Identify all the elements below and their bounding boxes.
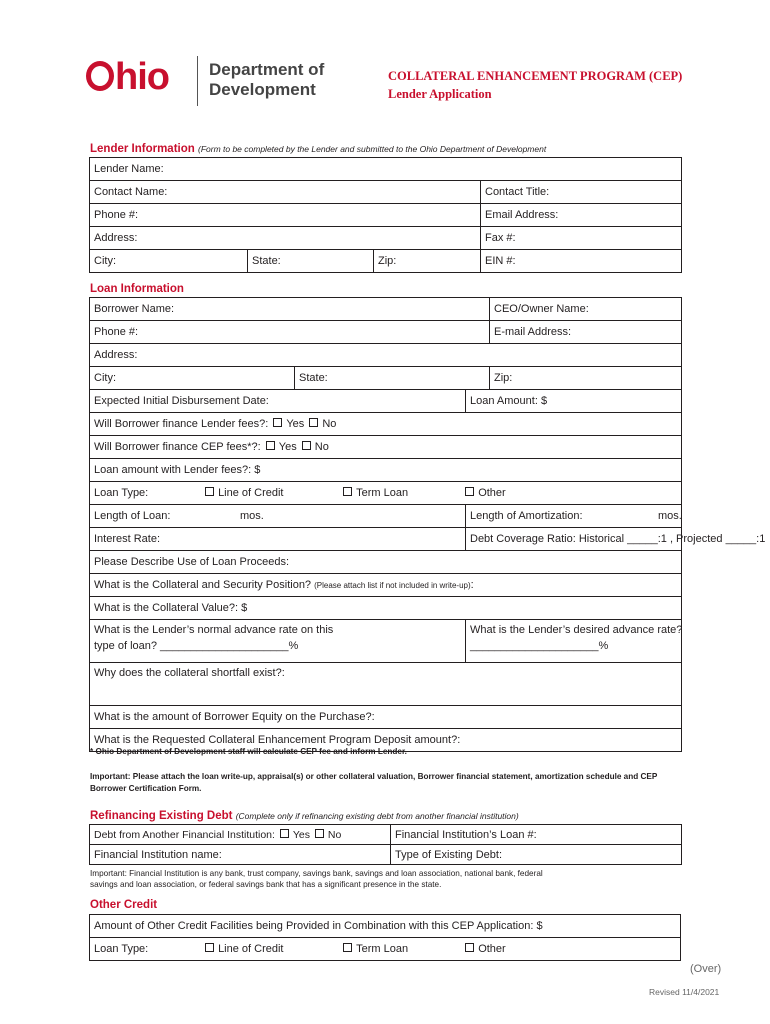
lender-fees-no-checkbox[interactable]	[309, 418, 318, 427]
borrower-address-field[interactable]: Address:	[90, 344, 682, 367]
yes-label: Yes	[286, 418, 305, 430]
cep-fees-no-checkbox[interactable]	[302, 441, 311, 450]
other-credit-loan-type-row	[90, 938, 681, 961]
no-label: No	[314, 441, 329, 453]
interest-rate-field[interactable]: Interest Rate:	[90, 528, 466, 551]
debt-from-other-institution-row	[90, 825, 391, 845]
use-of-proceeds-field[interactable]: Please Describe Use of Loan Proceeds:	[90, 551, 682, 574]
over-label: (Over)	[690, 963, 722, 975]
mos-label: mos.	[658, 510, 682, 522]
contact-name-field[interactable]: Contact Name:	[90, 181, 481, 204]
other-credit-section-heading	[90, 899, 157, 911]
collateral-note: (Please attach list if not included in write-up)	[314, 581, 471, 590]
important-note-line-1: Important: Please attach the loan write-up, appraisal(s) or other collateral valuation, Borrower financial statement, amortization schedule and CEP	[90, 772, 658, 781]
yes-label: Yes	[278, 441, 297, 453]
lender-email-field[interactable]: Email Address:	[481, 204, 682, 227]
borrower-city-field[interactable]: City:	[90, 367, 295, 390]
lender-ein-field[interactable]: EIN #:	[481, 250, 682, 273]
collateral-shortfall-field[interactable]: Why does the collateral shortfall exist?:	[90, 663, 682, 706]
lender-state-field[interactable]: State:	[248, 250, 374, 273]
other-credit-amount-field[interactable]: Amount of Other Credit Facilities being Provided in Combination with this CEP Application: $	[90, 915, 681, 938]
desired-question-line-1: What is the Lender’s desired advance rate?	[470, 624, 683, 636]
logo-word: hio	[115, 56, 169, 98]
fi-loan-number-field[interactable]: Financial Institution’s Loan #:	[391, 825, 682, 845]
desired-question-line-2: _____________________%	[470, 640, 609, 652]
length-of-loan-field[interactable]	[90, 505, 466, 528]
refinance-heading-note: (Complete only if refinancing existing debt from another financial institution)	[235, 811, 519, 821]
other-credit-table	[89, 914, 681, 961]
lender-fees-question: Will Borrower finance Lender fees?:	[94, 418, 269, 430]
revised-date: Revised 11/4/2021	[649, 987, 720, 997]
line-of-credit-label: Line of Credit	[218, 943, 284, 955]
line-of-credit-checkbox[interactable]	[205, 487, 214, 496]
lender-phone-field[interactable]: Phone #:	[90, 204, 481, 227]
financial-institution-note	[90, 868, 690, 890]
lender-zip-field[interactable]: Zip:	[374, 250, 481, 273]
lender-name-field[interactable]: Lender Name:	[90, 158, 682, 181]
collateral-colon: :	[470, 579, 474, 591]
term-loan-checkbox[interactable]	[343, 487, 352, 496]
refinance-section-heading	[90, 810, 519, 822]
cep-fees-yes-checkbox[interactable]	[266, 441, 275, 450]
amortization-field[interactable]	[466, 505, 682, 528]
important-attachments-note	[90, 771, 690, 795]
collateral-value-field[interactable]: What is the Collateral Value?: $	[90, 597, 682, 620]
disbursement-date-field[interactable]: Expected Initial Disbursement Date:	[90, 390, 466, 413]
term-loan-label: Term Loan	[356, 487, 409, 499]
no-label: No	[327, 828, 342, 841]
department-name	[209, 60, 324, 100]
borrower-name-field[interactable]: Borrower Name:	[90, 298, 490, 321]
cep-fees-question: Will Borrower finance CEP fees*?:	[94, 441, 261, 453]
existing-debt-type-field[interactable]: Type of Existing Debt:	[391, 845, 682, 865]
fi-note-line-1: Important: Financial Institution is any bank, trust company, savings bank, savings and loan association, national bank, federal	[90, 869, 543, 878]
fi-note-line-2: savings and loan association, or federal savings bank that has a significant presence in the state.	[90, 880, 442, 889]
term-loan-label: Term Loan	[356, 943, 409, 955]
other-credit-heading-text: Other Credit	[90, 899, 158, 911]
logo-o-mark	[86, 61, 114, 91]
borrower-equity-field[interactable]: What is the amount of Borrower Equity on the Purchase?:	[90, 706, 682, 729]
title-line-1: COLLATERAL ENHANCEMENT PROGRAM (CEP)	[388, 69, 683, 83]
other-loan-type-checkbox[interactable]	[465, 487, 474, 496]
other-line-of-credit-checkbox[interactable]	[205, 943, 214, 952]
yes-label: Yes	[292, 828, 310, 841]
loan-info-table	[89, 297, 766, 752]
debt-question: Debt from Another Financial Institution:	[94, 828, 275, 841]
refinance-table	[89, 824, 682, 865]
dept-line-1: Department of	[209, 60, 325, 79]
dept-line-2: Development	[209, 80, 316, 99]
loan-type-row	[90, 482, 682, 505]
fi-name-field[interactable]: Financial Institution name:	[90, 845, 391, 865]
finance-lender-fees-row	[90, 413, 682, 436]
mos-label: mos.	[240, 510, 264, 522]
collateral-question: What is the Collateral and Security Position?	[94, 579, 312, 591]
borrower-state-field[interactable]: State:	[295, 367, 490, 390]
other-term-loan-checkbox[interactable]	[343, 943, 352, 952]
loan-type-label: Loan Type:	[94, 943, 149, 955]
loan-section-heading	[90, 283, 184, 295]
cep-deposit-amount-field[interactable]: What is the Requested Collateral Enhancement Program Deposit amount?:	[90, 729, 682, 752]
form-title	[388, 67, 682, 103]
loan-heading-text: Loan Information	[90, 283, 184, 295]
desired-advance-rate-field[interactable]	[466, 620, 682, 663]
loan-type-label: Loan Type:	[94, 487, 149, 499]
amortization-label: Length of Amortization:	[470, 510, 583, 522]
no-label: No	[322, 418, 337, 430]
title-line-2: Lender Application	[388, 87, 492, 101]
ceo-name-field[interactable]: CEO/Owner Name:	[490, 298, 682, 321]
lender-fax-field[interactable]: Fax #:	[481, 227, 682, 250]
other-label: Other	[478, 487, 506, 499]
important-note-line-2: Borrower Certification Form.	[90, 784, 202, 793]
lender-info-table	[89, 157, 682, 273]
normal-advance-rate-field[interactable]	[90, 620, 466, 663]
borrower-phone-field[interactable]: Phone #:	[90, 321, 490, 344]
lender-address-field[interactable]: Address:	[90, 227, 481, 250]
length-of-loan-label: Length of Loan:	[94, 510, 171, 522]
line-of-credit-label: Line of Credit	[218, 487, 284, 499]
logo-divider	[197, 56, 198, 106]
lender-city-field[interactable]: City:	[90, 250, 248, 273]
refinance-no-checkbox[interactable]	[315, 829, 324, 838]
lender-heading-text: Lender Information	[90, 143, 195, 155]
collateral-position-field[interactable]	[90, 574, 682, 597]
lender-heading-note: (Form to be completed by the Lender and submitted to the Ohio Department of Development	[197, 144, 547, 154]
loan-amount-field[interactable]: Loan Amount: $	[466, 390, 682, 413]
refinance-yes-checkbox[interactable]	[280, 829, 289, 838]
contact-title-field[interactable]: Contact Title:	[481, 181, 682, 204]
advance-question-line-1: What is the Lender’s normal advance rate on this	[94, 624, 334, 636]
lender-fees-yes-checkbox[interactable]	[273, 418, 282, 427]
other-other-checkbox[interactable]	[465, 943, 474, 952]
debt-coverage-ratio-field[interactable]: Debt Coverage Ratio: Historical _____:1 , Projected _____:1	[466, 528, 682, 551]
other-label: Other	[478, 943, 506, 955]
lender-section-heading	[90, 143, 546, 155]
loan-amount-with-fees-field[interactable]: Loan amount with Lender fees?: $	[90, 459, 682, 482]
advance-question-line-2: type of loan? _____________________%	[94, 640, 299, 652]
refinance-heading-text: Refinancing Existing Debt	[90, 810, 233, 822]
finance-cep-fees-row	[90, 436, 682, 459]
borrower-email-field[interactable]: E-mail Address:	[490, 321, 682, 344]
ohio-logo	[86, 58, 169, 96]
borrower-zip-field[interactable]: Zip:	[490, 367, 682, 390]
cep-fee-note: * Ohio Department of Development staff will calculate CEP fee and inform Lender.	[90, 747, 407, 756]
